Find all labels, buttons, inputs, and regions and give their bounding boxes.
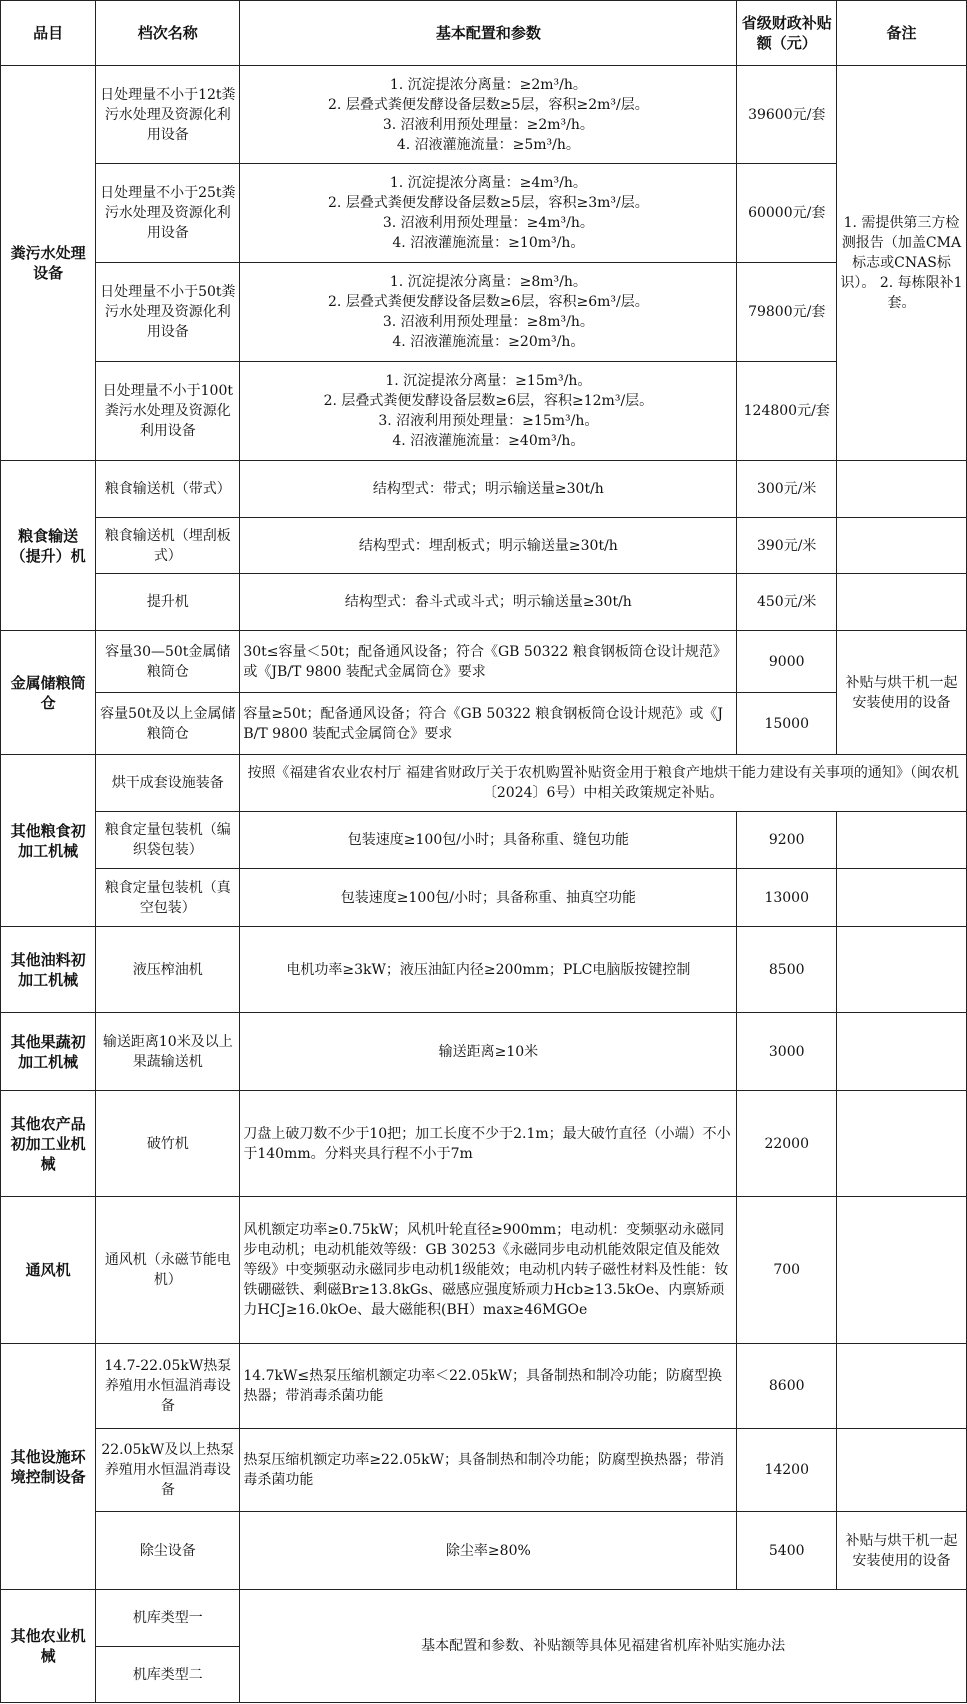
note-cell: 补贴与烘干机一起安装使用的设备 [837,1512,967,1590]
spec-line: 1. 沉淀提浓分离量：≥2m³/h。 [389,76,587,93]
grade-name: 通风机（永磁节能电机） [96,1197,240,1344]
grade-name: 输送距离10米及以上果蔬输送机 [96,1013,240,1091]
table-row [1,693,967,755]
table-row [1,1429,967,1512]
grade-name: 粮食定量包装机（编织袋包装） [96,812,240,869]
note-cell [837,1429,967,1512]
spec-cell [240,66,737,164]
spec-line: 2. 层叠式粪便发酵设备层数≥5层，容积≥2m³/层。 [328,96,649,113]
grade-name: 粮食输送机（埋刮板式） [96,518,240,574]
subsidy-cell: 39600元/套 [737,66,837,164]
spec-line: 2. 层叠式粪便发酵设备层数≥6层，容积≥6m³/层。 [328,294,649,310]
table-row [1,1344,967,1429]
spec-line: 1. 沉淀提浓分离量：≥8m³/h。 [389,274,587,290]
spec-cell: 包装速度≥100包/小时；具备称重、缝包功能 [240,812,737,869]
grade-name: 日处理量不小于25t粪污水处理及资源化利用设备 [96,164,240,263]
grade-name: 日处理量不小于100t粪污水处理及资源化利用设备 [96,362,240,461]
table-row [1,1512,967,1590]
table-row [1,66,967,164]
note-cell [837,461,967,518]
subsidy-cell: 9200 [737,812,837,869]
subsidy-cell: 5400 [737,1512,837,1590]
subsidy-cell: 3000 [737,1013,837,1091]
spec-cell: 除尘率≥80% [240,1512,737,1590]
category-cell: 通风机 [1,1197,96,1344]
subsidy-cell: 8500 [737,927,837,1013]
spec-cell: 按照《福建省农业农村厅 福建省财政厅关于农机购置补贴资金用于粮食产地烘干能力建设有关事项的通知》（闽农机〔2024〕6号）中相关政策规定补贴。 [240,755,967,812]
category-cell: 其他粮食初加工机械 [1,755,96,927]
category-cell: 其他农产品初加工业机械 [1,1091,96,1197]
subsidy-cell: 300元/米 [737,461,837,518]
grade-name: 破竹机 [96,1091,240,1197]
subsidy-cell: 8600 [737,1344,837,1429]
spec-line: 4. 沼液灌施流量：≥5m³/h。 [396,136,580,153]
spec-line: 4. 沼液灌施流量：≥20m³/h。 [392,334,585,350]
note-cell [837,1197,967,1344]
header-item: 品目 [1,1,96,66]
grade-name: 粮食定量包装机（真空包装） [96,869,240,927]
table-row [1,1013,967,1091]
spec-line: 2. 层叠式粪便发酵设备层数≥5层，容积≥3m³/层。 [328,195,649,211]
spec-cell: 包装速度≥100包/小时；具备称重、抽真空功能 [240,869,737,927]
spec-line: 4. 沼液灌施流量：≥40m³/h。 [392,433,585,449]
spec-cell: 14.7kW≤热泵压缩机额定功率＜22.05kW；具备制热和制冷功能；防腐型换热器；带消毒杀菌功能 [240,1344,737,1429]
subsidy-cell: 60000元/套 [737,164,837,263]
grade-name: 机库类型二 [96,1647,240,1703]
spec-cell: 热泵压缩机额定功率≥22.05kW；具备制热和制冷功能；防腐型换热器；带消毒杀菌功能 [240,1429,737,1512]
spec-line: 1. 沉淀提浓分离量：≥15m³/h。 [385,373,592,389]
header-row [1,1,967,66]
grade-name: 粮食输送机（带式） [96,461,240,518]
category-cell: 粪污水处理设备 [1,66,96,461]
category-cell: 其他农业机械 [1,1590,96,1703]
category-cell: 金属储粮筒仓 [1,631,96,755]
header-grade: 档次名称 [96,1,240,66]
table-row [1,518,967,574]
table-row [1,631,967,693]
grade-name: 日处理量不小于50t粪污水处理及资源化利用设备 [96,263,240,362]
header-notes: 备注 [837,1,967,66]
grade-name: 烘干成套设施装备 [96,755,240,812]
spec-cell: 刀盘上破刀数不少于10把；加工长度不少于2.1m；最大破竹直径（小端）不小于140mm。分料夹具行程不小于7m [240,1091,737,1197]
table-row [1,755,967,812]
grade-name: 机库类型一 [96,1590,240,1647]
grade-name: 容量50t及以上金属储粮筒仓 [96,693,240,755]
note-cell [837,1013,967,1091]
table-row [1,574,967,631]
grade-name: 22.05kW及以上热泵养殖用水恒温消毒设备 [96,1429,240,1512]
table-row [1,164,967,263]
subsidy-cell: 79800元/套 [737,263,837,362]
grade-name: 液压榨油机 [96,927,240,1013]
subsidy-cell: 9000 [737,631,837,693]
note-cell [837,927,967,1013]
spec-cell [240,263,737,362]
spec-cell [240,362,737,461]
category-cell: 其他果蔬初加工机械 [1,1013,96,1091]
header-subsidy: 省级财政补贴额（元） [737,1,837,66]
spec-cell: 结构型式：畚斗式或斗式；明示输送量≥30t/h [240,574,737,631]
subsidy-cell: 124800元/套 [737,362,837,461]
spec-cell: 容量≥50t；配备通风设备；符合《GB 50322 粮食钢板筒仓设计规范》或《JB/T 9800 装配式金属筒仓》要求 [240,693,737,755]
spec-line: 3. 沼液利用预处理量：≥4m³/h。 [382,215,594,231]
grade-name: 除尘设备 [96,1512,240,1590]
note-cell [837,1344,967,1429]
spec-cell: 30t≤容量＜50t；配备通风设备；符合《GB 50322 粮食钢板筒仓设计规范》或《JB/T 9800 装配式金属筒仓》要求 [240,631,737,693]
category-cell: 其他油料初加工机械 [1,927,96,1013]
table-row [1,461,967,518]
spec-cell: 输送距离≥10米 [240,1013,737,1091]
spec-cell: 结构型式：带式；明示输送量≥30t/h [240,461,737,518]
spec-cell [240,164,737,263]
spec-line: 3. 沼液利用预处理量：≥15m³/h。 [378,413,599,429]
table-row [1,812,967,869]
table-row [1,362,967,461]
subsidy-cell: 13000 [737,869,837,927]
spec-line: 2. 层叠式粪便发酵设备层数≥6层，容积≥12m³/层。 [323,393,654,409]
grade-name: 容量30—50t金属储粮筒仓 [96,631,240,693]
note-cell: 补贴与烘干机一起安装使用的设备 [837,631,967,755]
spec-line: 3. 沼液利用预处理量：≥2m³/h。 [382,116,594,133]
table-row [1,927,967,1013]
subsidy-cell: 450元/米 [737,574,837,631]
grade-name: 提升机 [96,574,240,631]
table-row [1,869,967,927]
spec-cell: 基本配置和参数、补贴额等具体见福建省机库补贴实施办法 [240,1590,967,1703]
table-row [1,1091,967,1197]
note-cell: 1. 需提供第三方检测报告（加盖CMA标志或CNAS标识）。 2. 每栋限补1套。 [837,66,967,461]
header-specs: 基本配置和参数 [240,1,737,66]
spec-line: 4. 沼液灌施流量：≥10m³/h。 [392,235,585,251]
category-cell: 粮食输送（提升）机 [1,461,96,631]
subsidy-cell: 15000 [737,693,837,755]
subsidy-cell: 22000 [737,1091,837,1197]
grade-name: 日处理量不小于12t粪污水处理及资源化利用设备 [96,66,240,164]
note-cell [837,518,967,574]
spec-cell: 电机功率≥3kW；液压油缸内径≥200mm；PLC电脑版按键控制 [240,927,737,1013]
spec-cell: 风机额定功率≥0.75kW；风机叶轮直径≥900mm；电动机：变频驱动永磁同步电动机；电动机能效等级：GB 30253《永磁同步电动机能效限定值及能效等级》中变频驱动永磁同步电动机1级能效；电动机内转子磁性材料及性能：钕铁硼磁铁、剩磁Br≥13.8kGs、磁感应强度矫顽力Hcb≥13.5kOe、内禀矫顽力HCJ≥16.0kOe、最大磁能积(BH）max≥46MGOe [240,1197,737,1344]
subsidy-cell: 390元/米 [737,518,837,574]
subsidy-cell: 700 [737,1197,837,1344]
spec-line: 1. 沉淀提浓分离量：≥4m³/h。 [389,175,587,191]
note-cell [837,574,967,631]
table-row [1,263,967,362]
category-cell: 其他设施环境控制设备 [1,1344,96,1590]
note-cell [837,1091,967,1197]
table-row [1,1590,967,1647]
note-cell [837,869,967,927]
grade-name: 14.7-22.05kW热泵养殖用水恒温消毒设备 [96,1344,240,1429]
table-row [1,1197,967,1344]
subsidy-cell: 14200 [737,1429,837,1512]
note-cell [837,812,967,869]
spec-line: 3. 沼液利用预处理量：≥8m³/h。 [382,314,594,330]
spec-cell: 结构型式：埋刮板式；明示输送量≥30t/h [240,518,737,574]
